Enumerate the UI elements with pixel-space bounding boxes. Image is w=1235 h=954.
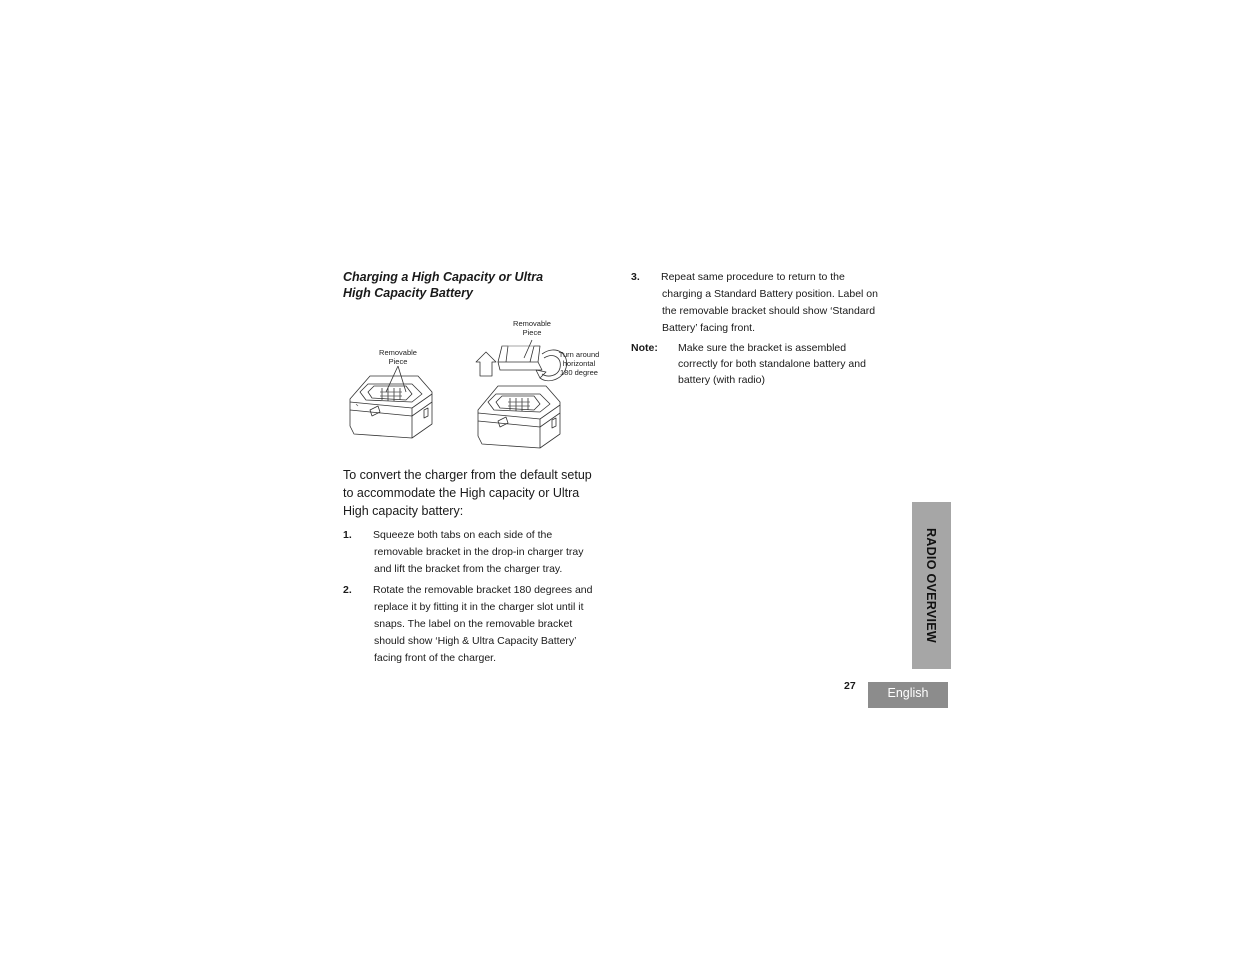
step-2-text — [373, 582, 592, 667]
step-3-text — [661, 269, 878, 337]
step-2-line: Rotate the removable bracket 180 degrees and — [373, 584, 593, 596]
step-3 — [631, 269, 896, 339]
note-line: correctly for both standalone battery and — [678, 358, 866, 370]
intro-paragraph: To convert the charger from the default setup to accommodate the High capacity or Ultra High capacity battery: — [343, 468, 592, 518]
step-1-text — [373, 527, 584, 578]
right-label-pointer — [524, 340, 532, 358]
step-2-number: 2. — [343, 584, 352, 596]
turn-label-line-1: Turn around — [558, 350, 600, 359]
note-label: Note: — [631, 342, 658, 354]
section-side-tab-label: RADIO OVERVIEW — [924, 527, 939, 644]
step-3-line: the removable bracket should show ‘Standard — [662, 305, 876, 317]
left-removable-piece-label — [370, 348, 426, 366]
section-heading-line-1: Charging a High Capacity or Ultra — [343, 270, 544, 284]
step-3-line: charging a Standard Battery position. Label on — [662, 288, 878, 300]
step-2 — [343, 582, 608, 668]
turn-label-line-3: 180 degree — [560, 368, 598, 377]
right-charger-image — [478, 386, 560, 448]
left-label-pointers — [386, 366, 406, 392]
step-3-line: Battery’ facing front. — [662, 322, 755, 334]
page-number: 27 — [844, 680, 856, 692]
step-1-line: and lift the bracket from the charger tray. — [374, 563, 563, 575]
charger-drawing — [340, 314, 610, 454]
step-2-line: facing front of the charger. — [374, 652, 496, 664]
step-2-line: snaps. The label on the removable bracket — [374, 618, 573, 630]
note-line: battery (with radio) — [678, 374, 765, 386]
left-label-line-1: Removable — [379, 348, 417, 357]
step-1-line: removable bracket in the drop-in charger tray — [374, 546, 584, 558]
section-heading — [343, 270, 603, 301]
right-removable-piece-label — [504, 319, 560, 337]
charger-illustration — [340, 314, 610, 454]
note-line: Make sure the bracket is assembled — [678, 342, 847, 354]
turn-label-line-2: horizontal — [562, 359, 596, 368]
left-label-line-2: Piece — [388, 357, 408, 366]
turn-around-label — [552, 350, 606, 377]
step-1 — [343, 527, 608, 579]
up-arrow-icon — [476, 352, 496, 376]
section-side-tab — [912, 502, 951, 669]
language-tab: English — [868, 682, 948, 708]
right-label-line-2: Piece — [522, 328, 542, 337]
note-text — [678, 340, 908, 388]
right-label-line-1: Removable — [513, 319, 551, 328]
section-heading-line-2: High Capacity Battery — [343, 285, 473, 300]
step-2-line: should show ‘High & Ultra Capacity Battery’ — [374, 635, 577, 647]
left-charger-image — [350, 376, 432, 438]
step-1-number: 1. — [343, 529, 352, 541]
step-3-line: Repeat same procedure to return to the — [661, 271, 845, 283]
step-1-line: Squeeze both tabs on each side of the — [373, 529, 553, 541]
step-2-line: replace it by fitting it in the charger slot until it — [374, 601, 584, 613]
step-3-number: 3. — [631, 271, 640, 283]
lifted-bracket-image — [498, 346, 542, 370]
